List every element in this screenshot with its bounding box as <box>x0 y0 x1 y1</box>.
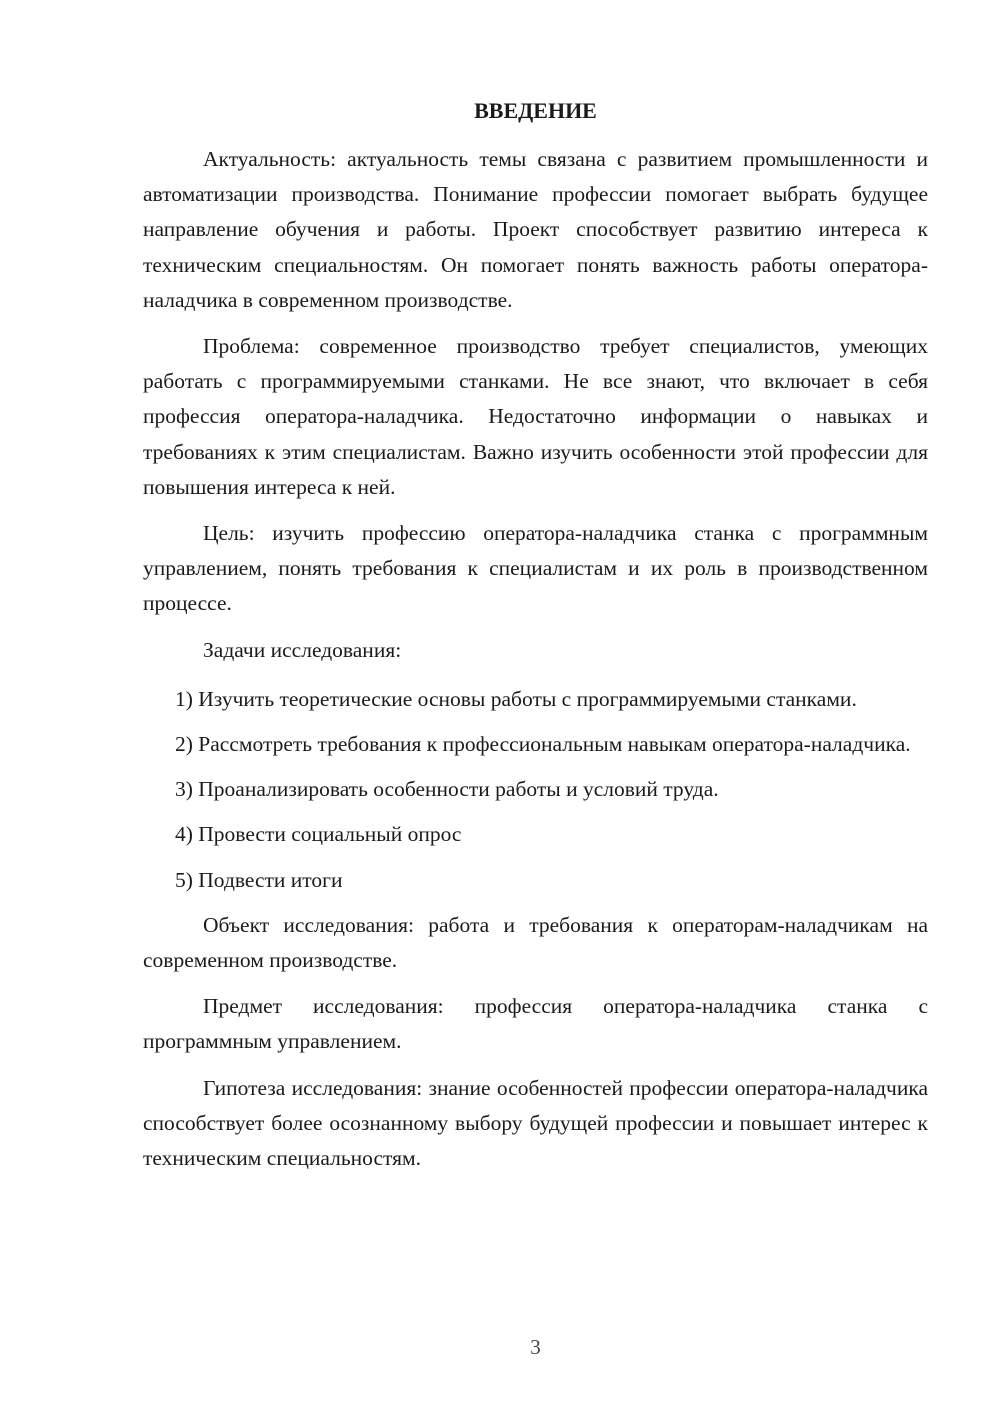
tasks-heading: Задачи исследования: <box>203 637 402 662</box>
task-item: 3) Проанализировать особенности работы и условий труда. <box>175 777 719 802</box>
relevance-paragraph: Актуальность: актуальность темы связана с развитием промышленности и автоматизации производства. Понимание профессии помогает выбрать будущее направление обучения и работы. Проект способствует развитию интереса к техническим специальностям. Он помогает понять важность работы оператора-наладчика в современном производстве. <box>143 147 928 312</box>
object-paragraph: Объект исследования: работа и требования к операторам-наладчикам на современном производстве. <box>143 912 928 973</box>
task-item: 2) Рассмотреть требования к профессиональным навыкам оператора-наладчика. <box>175 732 911 757</box>
problem-paragraph: Проблема: современное производство требует специалистов, умеющих работать с программируемыми станками. Не все знают, что включает в себя профессия оператора-наладчика. Недостаточно информации о навыках и требованиях к этим специалистам. Важно изучить особенности этой профессии для повышения интереса к ней. <box>143 334 928 499</box>
document-body <box>143 142 928 1187</box>
page-number: 3 <box>530 1335 541 1359</box>
document-page <box>143 0 928 1414</box>
hypothesis-paragraph: Гипотеза исследования: знание особенностей профессии оператора-наладчика способствует более осознанному выбору будущей профессии и повышает интерес к техническим специальностям. <box>143 1075 928 1171</box>
goal-paragraph: Цель: изучить профессию оператора-наладчика станка с программным управлением, понять требования к специалистам и их роль в производственном процессе. <box>143 521 928 616</box>
subject-paragraph: Предмет исследования: профессия оператора-наладчика станка с программным управлением. <box>143 994 928 1054</box>
section-heading: ВВЕДЕНИЕ <box>474 98 597 123</box>
task-item: 5) Подвести итоги <box>175 867 343 892</box>
task-item: 1) Изучить теоретические основы работы с программируемыми станками. <box>175 686 857 711</box>
task-item: 4) Провести социальный опрос <box>175 822 462 847</box>
